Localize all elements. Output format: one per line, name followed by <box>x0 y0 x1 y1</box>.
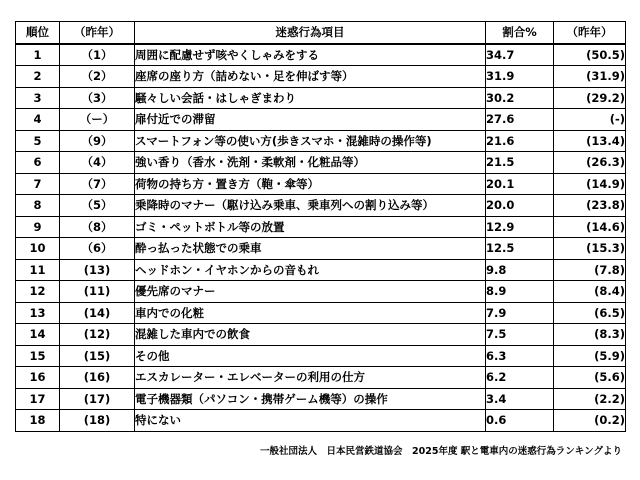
prev-pct-cell: (2.2) <box>554 388 626 410</box>
table-row <box>16 410 626 432</box>
table-row <box>16 173 626 195</box>
prev-rank-cell: （ー） <box>60 109 135 131</box>
prev-rank-cell: （8） <box>60 216 135 238</box>
item-cell: 特にない <box>135 410 486 432</box>
prev-rank-cell: （7） <box>60 173 135 195</box>
table-row <box>16 259 626 281</box>
table-body <box>16 44 626 432</box>
pct-cell: 34.7 <box>486 44 554 66</box>
table-row <box>16 66 626 88</box>
header-rank: 順位 <box>16 22 60 44</box>
rank-cell: 1 <box>16 44 60 66</box>
rank-cell: 14 <box>16 324 60 346</box>
item-cell: 優先席のマナー <box>135 281 486 303</box>
rank-cell: 16 <box>16 367 60 389</box>
prev-rank-cell: (15) <box>60 345 135 367</box>
pct-cell: 20.0 <box>486 195 554 217</box>
header-item: 迷惑行為項目 <box>135 22 486 44</box>
pct-cell: 21.5 <box>486 152 554 174</box>
prev-pct-cell: (31.9) <box>554 66 626 88</box>
header-prev-pct: （昨年） <box>554 22 626 44</box>
table-row <box>16 302 626 324</box>
prev-pct-cell: (50.5) <box>554 44 626 66</box>
rank-cell: 3 <box>16 87 60 109</box>
table-row <box>16 388 626 410</box>
prev-rank-cell: (12) <box>60 324 135 346</box>
table-row <box>16 281 626 303</box>
rank-cell: 5 <box>16 130 60 152</box>
item-cell: 酔っ払った状態での乗車 <box>135 238 486 260</box>
table-row <box>16 87 626 109</box>
pct-cell: 7.9 <box>486 302 554 324</box>
pct-cell: 0.6 <box>486 410 554 432</box>
header-row <box>16 22 626 44</box>
prev-pct-cell: (23.8) <box>554 195 626 217</box>
item-cell: 強い香り（香水・洗剤・柔軟剤・化粧品等） <box>135 152 486 174</box>
prev-pct-cell: (14.9) <box>554 173 626 195</box>
source-note: 一般社団法人 日本民営鉄道協会 2025年度 駅と電車内の迷惑行為ランキングより <box>260 446 622 457</box>
pct-cell: 21.6 <box>486 130 554 152</box>
header-pct: 割合% <box>486 22 554 44</box>
item-cell: ゴミ・ペットボトル等の放置 <box>135 216 486 238</box>
prev-pct-cell: (0.2) <box>554 410 626 432</box>
prev-pct-cell: (29.2) <box>554 87 626 109</box>
prev-rank-cell: (14) <box>60 302 135 324</box>
item-cell: スマートフォン等の使い方(歩きスマホ・混雑時の操作等) <box>135 130 486 152</box>
rank-cell: 9 <box>16 216 60 238</box>
item-cell: 車内での化粧 <box>135 302 486 324</box>
pct-cell: 3.4 <box>486 388 554 410</box>
table-row <box>16 238 626 260</box>
prev-rank-cell: (17) <box>60 388 135 410</box>
pct-cell: 27.6 <box>486 109 554 131</box>
item-cell: 荷物の持ち方・置き方（鞄・傘等） <box>135 173 486 195</box>
prev-pct-cell: (5.6) <box>554 367 626 389</box>
prev-pct-cell: (26.3) <box>554 152 626 174</box>
prev-pct-cell: (5.9) <box>554 345 626 367</box>
prev-rank-cell: (16) <box>60 367 135 389</box>
rank-cell: 12 <box>16 281 60 303</box>
rank-cell: 11 <box>16 259 60 281</box>
prev-rank-cell: （2） <box>60 66 135 88</box>
rank-cell: 2 <box>16 66 60 88</box>
pct-cell: 9.8 <box>486 259 554 281</box>
prev-pct-cell: (14.6) <box>554 216 626 238</box>
table-row <box>16 345 626 367</box>
prev-pct-cell: (-) <box>554 109 626 131</box>
prev-rank-cell: （6） <box>60 238 135 260</box>
prev-pct-cell: (8.4) <box>554 281 626 303</box>
item-cell: 周囲に配慮せず咳やくしゃみをする <box>135 44 486 66</box>
pct-cell: 8.9 <box>486 281 554 303</box>
prev-rank-cell: （5） <box>60 195 135 217</box>
rank-cell: 17 <box>16 388 60 410</box>
prev-pct-cell: (15.3) <box>554 238 626 260</box>
item-cell: その他 <box>135 345 486 367</box>
rank-cell: 10 <box>16 238 60 260</box>
item-cell: 電子機器類（パソコン・携帯ゲーム機等）の操作 <box>135 388 486 410</box>
item-cell: 扉付近での滞留 <box>135 109 486 131</box>
prev-rank-cell: (18) <box>60 410 135 432</box>
prev-rank-cell: (11) <box>60 281 135 303</box>
item-cell: 騒々しい会話・はしゃぎまわり <box>135 87 486 109</box>
prev-pct-cell: (8.3) <box>554 324 626 346</box>
table-row <box>16 324 626 346</box>
table-row <box>16 152 626 174</box>
item-cell: ヘッドホン・イヤホンからの音もれ <box>135 259 486 281</box>
item-cell: 混雑した車内での飲食 <box>135 324 486 346</box>
pct-cell: 31.9 <box>486 66 554 88</box>
rank-cell: 8 <box>16 195 60 217</box>
item-cell: 座席の座り方（詰めない・足を伸ばす等） <box>135 66 486 88</box>
pct-cell: 6.3 <box>486 345 554 367</box>
pct-cell: 6.2 <box>486 367 554 389</box>
table-row <box>16 367 626 389</box>
rank-cell: 4 <box>16 109 60 131</box>
pct-cell: 20.1 <box>486 173 554 195</box>
prev-pct-cell: (6.5) <box>554 302 626 324</box>
pct-cell: 30.2 <box>486 87 554 109</box>
item-cell: 乗降時のマナー（駆け込み乗車、乗車列への割り込み等） <box>135 195 486 217</box>
rank-cell: 18 <box>16 410 60 432</box>
item-cell: エスカレーター・エレベーターの利用の仕方 <box>135 367 486 389</box>
table-row <box>16 109 626 131</box>
pct-cell: 12.9 <box>486 216 554 238</box>
prev-rank-cell: (13) <box>60 259 135 281</box>
prev-pct-cell: (7.8) <box>554 259 626 281</box>
pct-cell: 7.5 <box>486 324 554 346</box>
prev-rank-cell: （1） <box>60 44 135 66</box>
table-row <box>16 216 626 238</box>
rank-cell: 13 <box>16 302 60 324</box>
prev-rank-cell: （9） <box>60 130 135 152</box>
ranking-table <box>15 21 626 432</box>
rank-cell: 7 <box>16 173 60 195</box>
table-row <box>16 44 626 66</box>
rank-cell: 6 <box>16 152 60 174</box>
rank-cell: 15 <box>16 345 60 367</box>
pct-cell: 12.5 <box>486 238 554 260</box>
prev-rank-cell: （3） <box>60 87 135 109</box>
table-row <box>16 130 626 152</box>
table-row <box>16 195 626 217</box>
prev-rank-cell: （4） <box>60 152 135 174</box>
header-prev-rank: （昨年） <box>60 22 135 44</box>
prev-pct-cell: (13.4) <box>554 130 626 152</box>
